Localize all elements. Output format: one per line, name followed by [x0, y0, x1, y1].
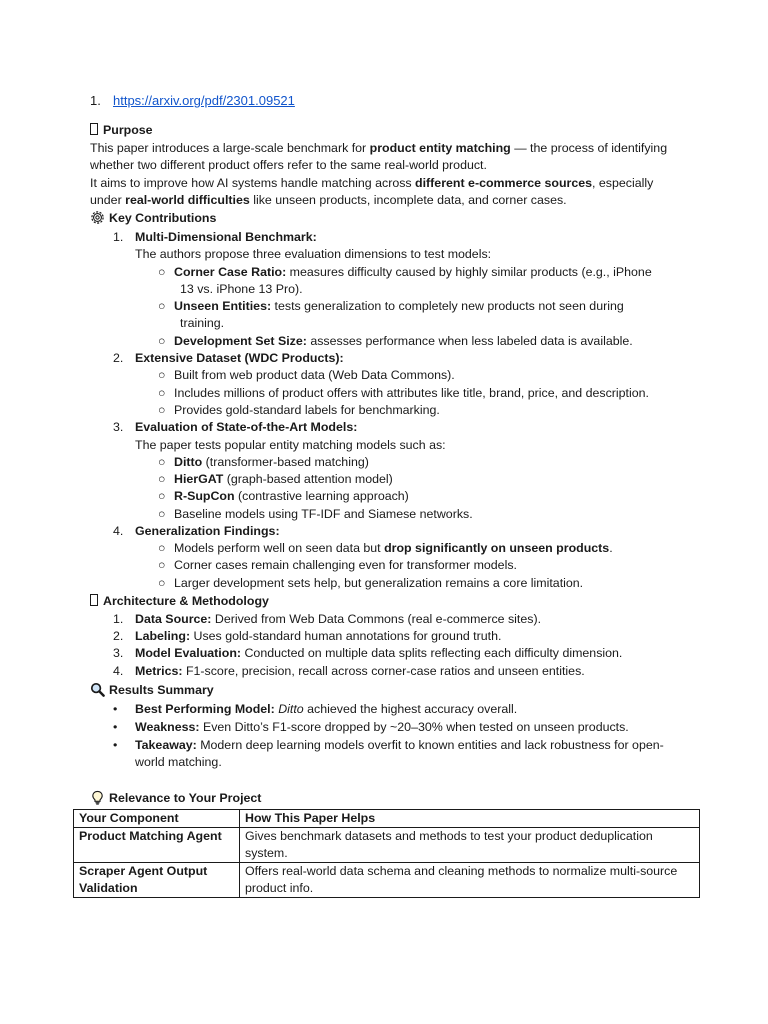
arxiv-link[interactable]: https://arxiv.org/pdf/2301.09521: [113, 93, 295, 108]
list-item: ○ Unseen Entities: tests generalization to completely new products not seen during: [158, 299, 624, 313]
table-cell-help: Gives benchmark datasets and methods to test your product deduplication system.: [240, 828, 700, 863]
lightbulb-icon: [90, 790, 105, 805]
contributions-title: Key Contributions: [109, 211, 217, 225]
list-item: ○ Includes millions of product offers with attributes like title, brand, price, and description.: [158, 386, 649, 400]
list-item: 2. Labeling: Uses gold-standard human annotations for ground truth.: [113, 629, 502, 643]
architecture-icon: [90, 594, 98, 606]
contribution-4-title: 4. Generalization Findings:: [113, 524, 280, 538]
list-item-continued: world matching.: [135, 755, 222, 769]
contribution-2-title: 2. Extensive Dataset (WDC Products):: [113, 351, 344, 365]
list-item-continued: 13 vs. iPhone 13 Pro).: [180, 282, 303, 296]
table-row: [74, 863, 700, 898]
list-item: ○ Built from web product data (Web Data Commons).: [158, 368, 455, 382]
relevance-title: Relevance to Your Project: [109, 791, 262, 805]
contribution-1-title: 1. Multi-Dimensional Benchmark:: [113, 230, 317, 244]
list-item: ○ Development Set Size: assesses performance when less labeled data is available.: [158, 334, 633, 348]
purpose-title: Purpose: [103, 123, 153, 137]
relevance-heading: [90, 790, 261, 807]
column-header: Your Component: [74, 810, 240, 828]
list-item: 3. Model Evaluation: Conducted on multiple data splits reflecting each difficulty dimension.: [113, 646, 623, 660]
list-item: • Takeaway: Modern deep learning models overfit to known entities and lack robustness for open-: [113, 738, 664, 752]
list-item: 1. Data Source: Derived from Web Data Commons (real e-commerce sites).: [113, 612, 542, 626]
table-header-row: [74, 810, 700, 828]
contribution-1-desc: The authors propose three evaluation dimensions to test models:: [135, 247, 492, 261]
purpose-icon: [90, 123, 98, 135]
results-heading: [90, 682, 214, 699]
list-item: • Weakness: Even Ditto’s F1-score dropped by ~20–30% when tested on unseen products.: [113, 720, 629, 734]
list-item: ○ Corner Case Ratio: measures difficulty caused by highly similar products (e.g., iPhone: [158, 265, 652, 279]
list-item: ○ Baseline models using TF-IDF and Siamese networks.: [158, 507, 473, 521]
table-cell-component: Product Matching Agent: [74, 828, 240, 863]
reference-item: [90, 92, 295, 109]
contributions-heading: [90, 210, 216, 227]
purpose-heading: [90, 122, 153, 139]
contribution-3-title: 3. Evaluation of State-of-the-Art Models:: [113, 420, 358, 434]
purpose-line-4: under real-world difficulties like unseen products, incomplete data, and corner cases.: [90, 193, 567, 207]
purpose-line-1: This paper introduces a large-scale benchmark for product entity matching — the process of identifying: [90, 141, 668, 155]
architecture-heading: [90, 593, 269, 610]
list-item: ○ HierGAT (graph-based attention model): [158, 472, 393, 486]
results-title: Results Summary: [109, 683, 214, 697]
contribution-3-desc: The paper tests popular entity matching models such as:: [135, 438, 446, 452]
relevance-table: [73, 809, 700, 898]
list-item: ○ Ditto (transformer-based matching): [158, 455, 369, 469]
list-item-continued: training.: [180, 316, 225, 330]
column-header: How This Paper Helps: [240, 810, 700, 828]
list-item: 4. Metrics: F1-score, precision, recall across corner-case ratios and unseen entities.: [113, 664, 585, 678]
purpose-line-2: whether two different product offers refer to the same real-world product.: [90, 158, 487, 172]
table-cell-help: Offers real-world data schema and cleaning methods to normalize multi-source product info.: [240, 863, 700, 898]
list-item: ○ Corner cases remain challenging even for transformer models.: [158, 558, 517, 572]
purpose-line-3: It aims to improve how AI systems handle matching across different e-commerce sources, especially: [90, 176, 654, 190]
architecture-title: Architecture & Methodology: [103, 594, 269, 608]
list-item: • Best Performing Model: Ditto achieved the highest accuracy overall.: [113, 702, 518, 716]
table-row: [74, 828, 700, 863]
table-cell-component: Scraper Agent Output Validation: [74, 863, 240, 898]
magnifier-icon: [90, 682, 105, 697]
list-item: ○ Provides gold-standard labels for benchmarking.: [158, 403, 440, 417]
reference-number: 1.: [90, 93, 101, 108]
gear-icon: [90, 210, 105, 225]
list-item: ○ R-SupCon (contrastive learning approach): [158, 489, 409, 503]
list-item: ○ Larger development sets help, but generalization remains a core limitation.: [158, 576, 584, 590]
list-item: ○ Models perform well on seen data but drop significantly on unseen products.: [158, 541, 613, 555]
